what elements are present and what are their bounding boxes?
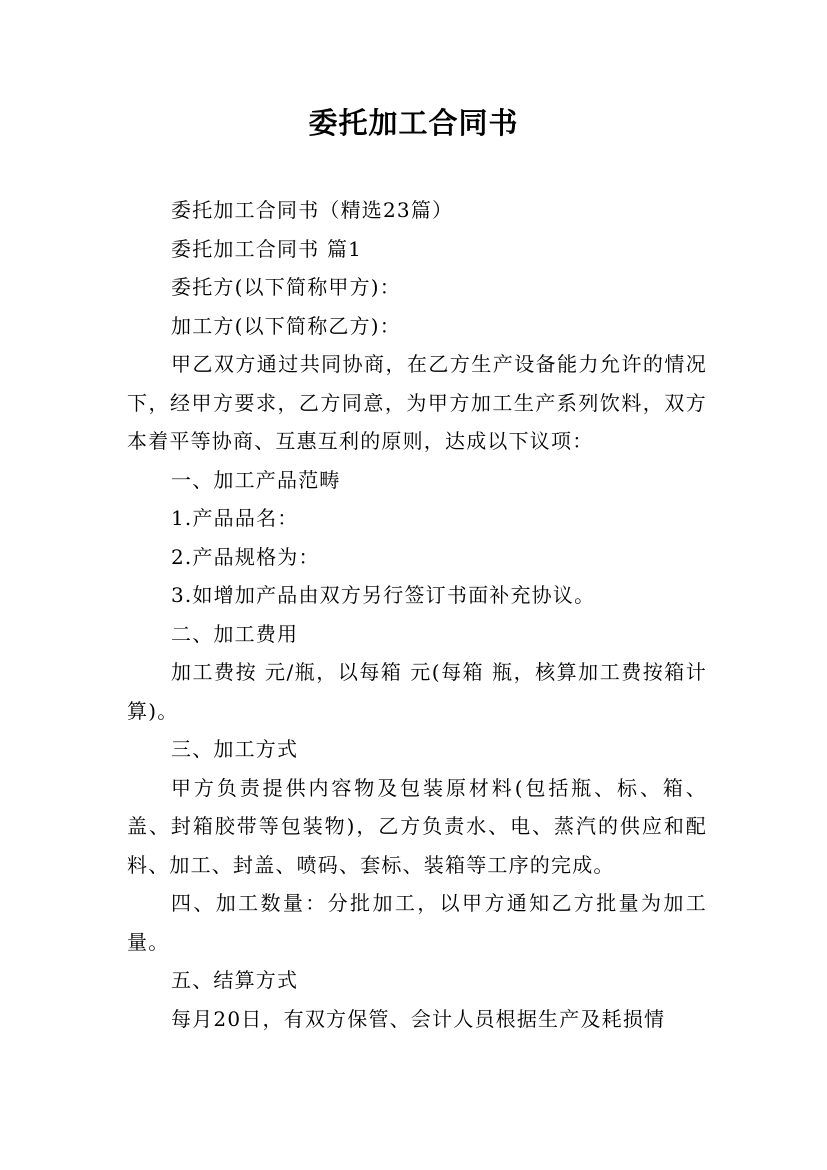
paragraph-party-a: 委托方(以下简称甲方)： — [171, 275, 402, 299]
section-heading-method: 三、加工方式 — [171, 737, 299, 761]
section-heading-scope: 一、加工产品范畴 — [171, 467, 341, 492]
paragraph-article-heading: 委托加工合同书 篇1 — [171, 236, 363, 261]
document-title: 委托加工合同书 — [308, 106, 519, 140]
paragraph-product-addition: 3.如增加产品由双方另行签订书面补充协议。 — [171, 583, 596, 607]
paragraph-method: 甲方负责提供内容物及包装原材料(包括瓶、标、箱、盖、封箱胶带等包装物)，乙方负责水、电、蒸汽的供应和配料、加工、封盖、喷码、套标、装箱等工序的完成。 — [127, 775, 707, 877]
paragraph-product-name: 1.产品品名： — [171, 506, 299, 530]
paragraph-quantity: 四、加工数量：分批加工，以甲方通知乙方批量为加工量。 — [127, 891, 707, 954]
paragraph-product-spec: 2.产品规格为： — [171, 544, 320, 569]
paragraph-preamble: 甲乙双方通过共同协商，在乙方生产设备能力允许的情况下，经甲方要求，乙方同意，为甲方加工生产系列饮料，双方本着平等协商、互惠互利的原则，达成以下议项： — [127, 352, 707, 453]
section-heading-settlement: 五、结算方式 — [171, 968, 299, 992]
paragraph-collection-title: 委托加工合同书（精选23篇） — [171, 198, 454, 222]
section-heading-fees: 二、加工费用 — [171, 621, 299, 646]
paragraph-party-b: 加工方(以下简称乙方)： — [171, 313, 402, 338]
paragraph-fees: 加工费按 元/瓶，以每箱 元(每箱 瓶，核算加工费按箱计算)。 — [127, 660, 707, 723]
document-body — [127, 191, 707, 1038]
paragraph-settlement: 每月20日，有双方保管、会计人员根据生产及耗损情 — [171, 1006, 666, 1031]
